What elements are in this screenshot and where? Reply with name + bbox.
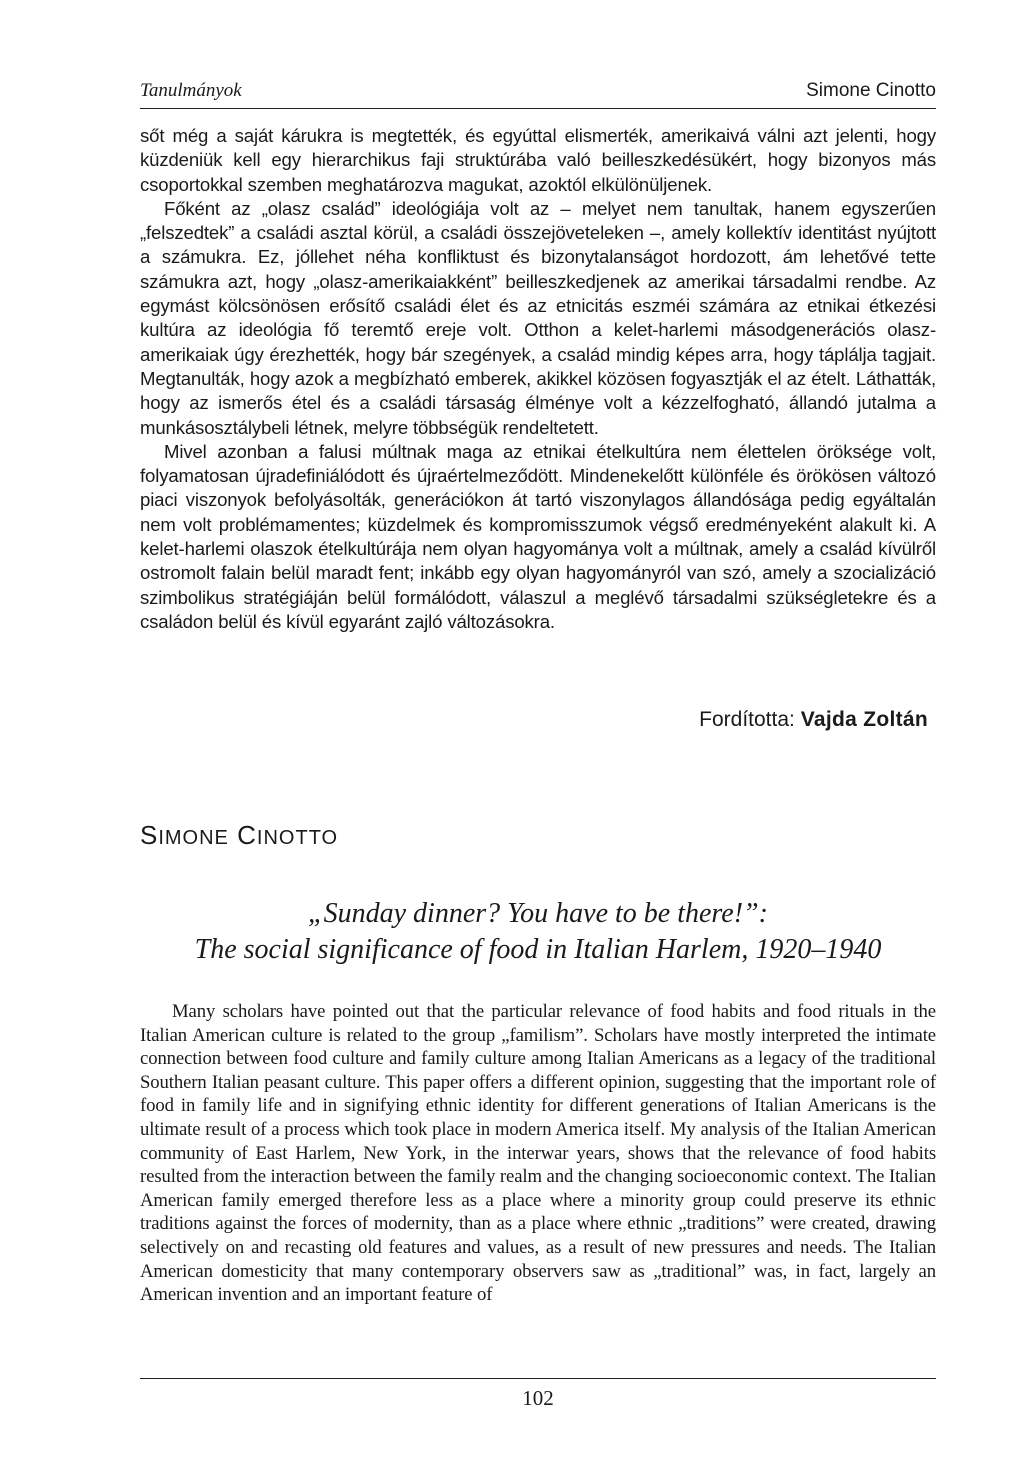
hungarian-paragraph-1: sőt még a saját kárukra is megtették, és egyúttal elismerték, amerikaivá válni azt jelenti, hogy küzdeniük kell egy hierarchikus faji struktúrába való beilleszkedésükért, hogy bizonyos más csoportokkal szemben meghatározva magukat, azoktól elkülönüljenek. bbox=[140, 125, 936, 195]
journal-page bbox=[140, 0, 936, 1470]
title-line-1: „Sunday dinner? You have to be there!”: bbox=[308, 898, 768, 929]
header-author: Simone Cinotto bbox=[806, 80, 936, 101]
page-number: 102 bbox=[522, 1386, 554, 1410]
translator-credit bbox=[699, 708, 928, 732]
title-line-2: The social significance of food in Italian Harlem, 1920–1940 bbox=[194, 934, 882, 965]
abstract-paragraph: Many scholars have pointed out that the particular relevance of food habits and food rituals in the Italian American culture is related to the group „familism”. Scholars have mostly interpreted the intimate connection between food culture and family culture among Italian Americans as a legacy of the traditional Southern Italian peasant culture. This paper offers a different opinion, suggesting that the important role of food in family life and in signifying ethnic identity for different generations of Italian Americans is the ultimate result of a process which took place in modern America itself. My analysis of the Italian American community of East Harlem, New York, in the interwar years, shows that the relevance of food habits resulted from the interaction between the family realm and the changing socioeconomic context. The Italian American family emerged therefore less as a place where a minority group could preserve its ethnic traditions against the forces of modernity, than as a place where ethnic „traditions” were created, drawing selectively on and recasting old features and values, as a result of new pressures and needs. The Italian American domesticity that many contemporary observers saw as „traditional” was, in fact, largely an American invention and an important feature of bbox=[140, 1001, 936, 1306]
article-title bbox=[140, 896, 936, 968]
article-author bbox=[140, 820, 338, 851]
author-last-rest: INOTTO bbox=[256, 827, 339, 849]
translator-label: Fordította: bbox=[699, 708, 801, 731]
section-title: Tanulmányok bbox=[140, 80, 242, 101]
footer-divider bbox=[140, 1378, 936, 1379]
running-header bbox=[140, 78, 936, 109]
hungarian-text-block bbox=[140, 124, 936, 634]
translator-name: Vajda Zoltán bbox=[800, 708, 928, 731]
author-first-rest: IMONE bbox=[158, 827, 229, 849]
hungarian-paragraph-3: Mivel azonban a falusi múltnak maga az etnikai ételkultúra nem élettelen öröksége volt, folyamatosan újradefiniálódott és újraértelmeződött. Mindenekelőtt különféle és örökösen változó piaci viszonyok befolyásolták, generációkon át tartó viszonylagos állandósága pedig egyáltalán nem volt problémamentes; küzdelmek és kompromisszumok végső eredményeként alakult ki. A kelet-harlemi olaszok ételkultúrája nem olyan hagyománya volt a múltnak, amely a család kívülről ostromolt falain belül maradt fent; inkább egy olyan hagyományról van szó, amely a szocializáció szimbolikus stratégiáján belül formálódott, válaszul a meglévő társadalmi szükségletekre és a családon belül és kívül egyaránt zajló változásokra. bbox=[140, 440, 936, 632]
hungarian-paragraph-2: Főként az „olasz család” ideológiája volt az – melyet nem tanultak, hanem egyszerűen „felszedtek” a családi asztal körül, a családi összejöveteleken –, amely kollektív identitást nyújtott a számukra. Ez, jóllehet néha konfliktust és bizonytalanságot hordozott, ám lehetővé tette számukra azt, hogy „olasz-amerikaiakként” beilleszkedjenek az amerikai társadalmi rendbe. Az egymást kölcsönösen erősítő családi élet és az etnicitás eszméi számára az etnikai étkezési kultúra az ideológia fő teremtő ereje volt. Otthon a kelet-harlemi másodgenerációs olasz-amerikaiak úgy érezhették, hogy bár szegények, a család mindig képes arra, hogy táplálja tagjait. Megtanulták, hogy azok a megbízható emberek, akikkel közösen fogyasztják el az ételt. Láthatták, hogy az ismerős étel és a családi társaság élménye volt a kézzelfogható, állandó jutalma a munkásosztálybeli létnek, melyre többségük rendeltetett. bbox=[140, 197, 936, 438]
author-last-initial: C bbox=[237, 820, 257, 850]
author-first-initial: S bbox=[140, 820, 159, 850]
abstract-block bbox=[140, 1000, 936, 1307]
